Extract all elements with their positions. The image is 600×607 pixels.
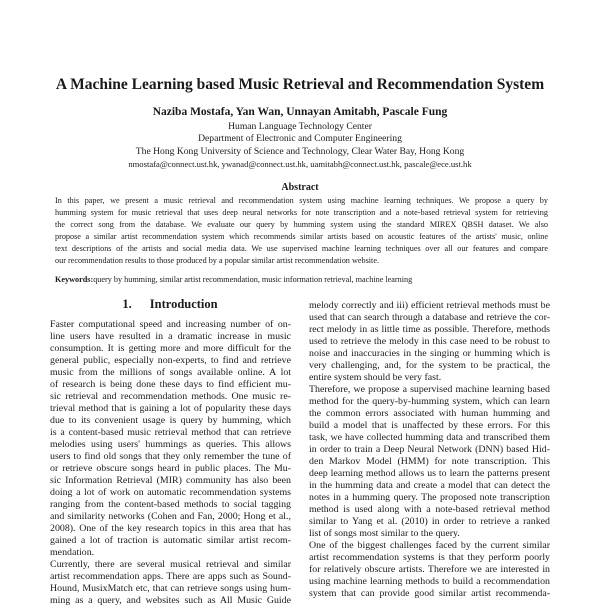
- text-line: for relatively obscure artists. Therefore we are interested in: [309, 564, 550, 575]
- text-line: system that can provide good similar artist recommenda-: [309, 588, 550, 599]
- text-line: due to its convenient usage is query by humming, which: [50, 415, 291, 426]
- text-line: rect melody in as little time as possible. Therefore, methods: [309, 324, 550, 335]
- abstract-heading: Abstract: [281, 182, 319, 193]
- text-line: list of songs most similar to the query.: [309, 528, 460, 539]
- text-line: Hound, MusixMatch etc, that can retrieve songs using hum-: [50, 583, 291, 594]
- section-title: Introduction: [149, 297, 218, 311]
- text-line: deep learning method allows us to learn the patterns present: [309, 468, 550, 479]
- section-number: 1.: [122, 297, 132, 311]
- text-line: Faster computational speed and increasing number of on-: [50, 319, 291, 330]
- text-line: or retrieve obscure songs heard in public places. The Mu-: [50, 463, 291, 474]
- text-line: ming as a query, and websites such as All Music Guide: [50, 595, 291, 606]
- text-line: similar to Yang et al. (2010) in order to retrieve a ranked: [309, 516, 550, 527]
- text-line: general public, especially non-experts, to find and retrieve: [50, 355, 291, 366]
- text-line: task, we have collected humming data and transcribed them: [309, 432, 550, 443]
- text-line: Currently, there are several musical retrieval and similar: [50, 559, 291, 570]
- text-line: propose a similar artist recommendation system which recommends similar artists based on acoustic features of the artists' music, online: [55, 232, 548, 241]
- text-line: sic retrieval and recommendation methods. One music re-: [50, 391, 291, 402]
- affiliation-line: Human Language Technology Center: [228, 121, 372, 132]
- author-list: Naziba Mostafa, Yan Wan, Unnayan Amitabh, Pascale Fung: [152, 106, 448, 118]
- text-line: used that can search through a database and retrieve the cor-: [309, 312, 550, 323]
- text-line: is a content-based music retrieval method that can retrieve: [50, 427, 291, 438]
- text-line: doing a lot of work on automatic recommendation systems: [50, 487, 291, 498]
- right-column-text: [309, 300, 550, 600]
- text-line: trieval method that is gaining a lot of popularity these days: [50, 403, 291, 414]
- text-line: very challenging, and, for the system to be practical, the: [309, 360, 550, 371]
- text-line: gained a lot of traction is automatic similar artist recom-: [50, 535, 291, 546]
- text-line: notes in a humming query. The proposed note transcription: [309, 492, 550, 503]
- text-line: 2008). One of the key research topics in this area that has: [50, 523, 291, 534]
- keywords-label: Keywords:: [55, 275, 94, 284]
- section-heading-introduction: [50, 297, 290, 312]
- text-line: line users have resulted in a dramatic increase in music: [50, 331, 291, 342]
- keywords: [55, 275, 548, 284]
- paper-title: A Machine Learning based Music Retrieval and Recommendation System: [55, 76, 545, 93]
- text-line: of research is being done these days to find efficient mu-: [50, 379, 291, 390]
- text-line: our recommendation results to those produced by a popular similar artist recommendation website.: [55, 256, 380, 265]
- keywords-text: query by humming, similar artist recommendation, music information retrieval, machine learning: [93, 275, 413, 284]
- affiliation-line: The Hong Kong University of Science and Technology, Clear Water Bay, Hong Kong: [135, 145, 465, 157]
- text-line: consumption. It is getting more and more difficult for the: [50, 343, 291, 354]
- text-line: artist recommendation apps. There are apps such as Sound-: [50, 571, 291, 582]
- text-line: the correct song from the database. We evaluate our query by humming system using the standard MIREX QBSH dataset. We also: [55, 220, 548, 229]
- affiliation-block: [0, 121, 600, 171]
- text-line: In this paper, we present a music retrieval and recommendation system using machine learning techniques. We propose a query by: [55, 196, 548, 205]
- text-line: humming system for music retrieval that uses deep neural networks for note transcription and a note-based retrieval system for retrieving: [55, 208, 548, 217]
- text-line: method is used along with a note-based retrieval method: [309, 504, 550, 515]
- text-line: in order to train a Deep Neural Network (DNN) based Hid-: [309, 444, 550, 455]
- text-line: artist recommendation systems is that they perform poorly: [309, 552, 550, 563]
- text-line: One of the biggest challenges faced by the current similar: [309, 540, 550, 551]
- text-line: den Markov Model (HMM) for note transcription. This: [309, 456, 550, 467]
- text-line: sic Information Retrieval (MIR) community has also been: [50, 475, 291, 486]
- text-line: entire system should be very fast.: [309, 372, 442, 383]
- text-line: melody correctly and iii) efficient retrieval methods must be: [309, 300, 550, 311]
- text-line: method for the query-by-humming system, which can learn: [309, 396, 550, 407]
- text-line: and similarity networks (Cohen and Fan, 2000; Hong et al.,: [50, 511, 291, 522]
- text-line: the common errors associated with human humming and: [309, 408, 550, 419]
- text-line: users to find old songs that they only remember the tune of: [50, 451, 291, 462]
- text-line: used to retrieve the melody in this case need to be robust to: [309, 336, 550, 347]
- text-line: ranging from the content-based methods to social tagging: [50, 499, 291, 510]
- author-emails: nmostafa@connect.ust.hk, ywanad@connect.ust.hk, uamitabh@connect.ust.hk, pascale@ece.ust.hk: [128, 159, 472, 170]
- text-line: Therefore, we propose a supervised machine learning based: [309, 384, 550, 395]
- text-line: in the humming data and create a model that can detect the: [309, 480, 550, 491]
- text-line: text descriptions of the artists and social media data. We use supervised machine learning techniques over all our features and compare: [55, 244, 548, 253]
- text-line: music from the millions of songs available online. A lot: [50, 367, 291, 378]
- abstract-body: [55, 195, 548, 267]
- text-line: noise and inaccuracies in the singing or humming which is: [309, 348, 550, 359]
- text-line: mendation.: [50, 547, 95, 558]
- left-column-text: [50, 319, 291, 607]
- text-line: using machine learning methods to build a recommendation: [309, 576, 550, 587]
- text-line: melodies using users' hummings as queries. This allows: [50, 439, 291, 450]
- affiliation-line: Department of Electronic and Computer Engineering: [198, 133, 402, 145]
- text-line: build a model that is unaffected by these errors. For this: [309, 420, 550, 431]
